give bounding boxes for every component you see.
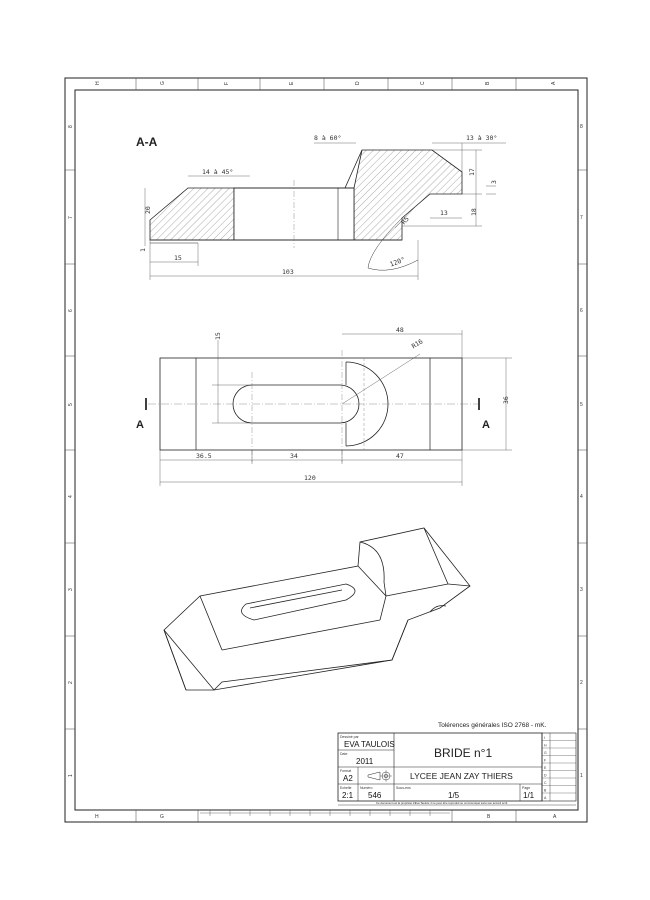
dim-height-left: 20 [144, 206, 152, 214]
revision-letter: C [544, 781, 547, 785]
revision-letter: E [544, 766, 547, 770]
zone-letter: H [95, 814, 99, 820]
drawn-by-label: Dessiné par [340, 735, 359, 739]
zone-number: 5 [580, 402, 583, 408]
zone-number: 6 [68, 309, 74, 312]
revision-letter: F [544, 758, 547, 763]
revision-letters [544, 736, 547, 800]
top-zone-letters [95, 78, 557, 90]
dim-angle: 120° [388, 255, 407, 269]
zone-letter: H [95, 81, 101, 85]
revision-letter: I [544, 736, 545, 740]
zone-letter: B [485, 81, 491, 85]
zone-number: 7 [68, 216, 74, 219]
dim-radius-r16: R16 [410, 337, 425, 351]
dim-depth-small: 3 [490, 180, 498, 184]
dim-chamfer-top-left: 14 à 45° [202, 168, 234, 176]
section-marker-right: A [482, 419, 490, 431]
dim-radius: R5 [399, 214, 411, 227]
scale-label: Echelle [340, 786, 352, 790]
zone-number: 4 [68, 495, 74, 498]
zone-number: 2 [580, 680, 583, 686]
dim-width-13: 13 [440, 209, 448, 217]
section-title: A-A [136, 135, 158, 149]
date-label: Date [340, 752, 348, 756]
revision-letter: H [544, 743, 547, 748]
author-name: EVA TAULOIS [344, 740, 395, 749]
dim-base-left: 15 [174, 254, 182, 262]
dim-seg-left: 36.5 [196, 452, 212, 460]
number-value: 546 [368, 791, 382, 800]
zone-letter: B [487, 814, 491, 820]
dim-right-part: 48 [396, 326, 404, 334]
dim-slot-width: 15 [214, 332, 222, 340]
format-label: Format [340, 769, 352, 773]
section-marker-left: A [136, 419, 144, 431]
section-view [145, 143, 506, 280]
zone-letter: G [160, 81, 166, 85]
zone-number: 1 [580, 773, 583, 779]
bottom-zone-letters [95, 810, 557, 822]
zone-letter: F [224, 81, 230, 85]
revision-letter: G [544, 751, 547, 755]
isometric-view [164, 528, 470, 690]
revision-letter: B [544, 788, 547, 793]
revision-letter: A [544, 796, 547, 800]
zone-letter: A [551, 81, 557, 85]
zone-number: 1 [68, 774, 74, 777]
year: 2011 [356, 757, 374, 766]
zone-number: 8 [580, 124, 583, 130]
zone-letter: D [355, 81, 361, 85]
format-value: A2 [343, 774, 353, 783]
zone-letter: C [420, 81, 426, 85]
zone-number: 3 [68, 588, 74, 591]
page-label: Page [522, 786, 531, 790]
zone-number: 7 [580, 215, 583, 221]
scale-value: 2:1 [342, 791, 354, 800]
footer-note: Ce document est la propriété d'Eva Taulois; il ne peut être reproduit ou communiqué sans son accord écrit. [376, 801, 509, 805]
zone-letter: G [160, 814, 164, 820]
top-view [146, 330, 512, 486]
dim-seg-mid: 34 [290, 452, 298, 460]
zone-number: 8 [68, 125, 74, 128]
zone-number: 4 [580, 494, 583, 500]
dim-length-section: 103 [282, 268, 294, 276]
sheet-label: Sous-ens [396, 786, 411, 790]
dim-seg-right: 47 [396, 452, 404, 460]
dim-length-top: 120 [304, 474, 316, 482]
sheet-value: 1/5 [448, 791, 460, 800]
zone-letter: A [553, 814, 557, 820]
number-label: Numéro [360, 786, 373, 790]
revision-letter: D [544, 773, 547, 778]
drawing-title: BRIDE n°1 [434, 746, 493, 760]
zone-number: 3 [580, 587, 583, 593]
dim-width-total: 36 [502, 396, 510, 404]
dim-height-right-top: 17 [468, 168, 476, 176]
page-value: 1/1 [523, 791, 535, 800]
dim-offset-small: 1 [139, 248, 147, 252]
dim-chamfer-right: 13 à 30° [466, 134, 498, 142]
tolerance-note: Tolérences générales ISO 2768 - mK. [438, 722, 547, 729]
zone-number: 5 [68, 403, 74, 406]
zone-number: 2 [68, 681, 74, 684]
zone-letter: E [289, 81, 295, 85]
zone-number: 6 [580, 308, 583, 314]
dim-chamfer-mid: 8 à 60° [314, 134, 342, 142]
dim-height-right-bottom: 18 [470, 208, 478, 216]
school-name: LYCEE JEAN ZAY THIERS [410, 771, 513, 781]
